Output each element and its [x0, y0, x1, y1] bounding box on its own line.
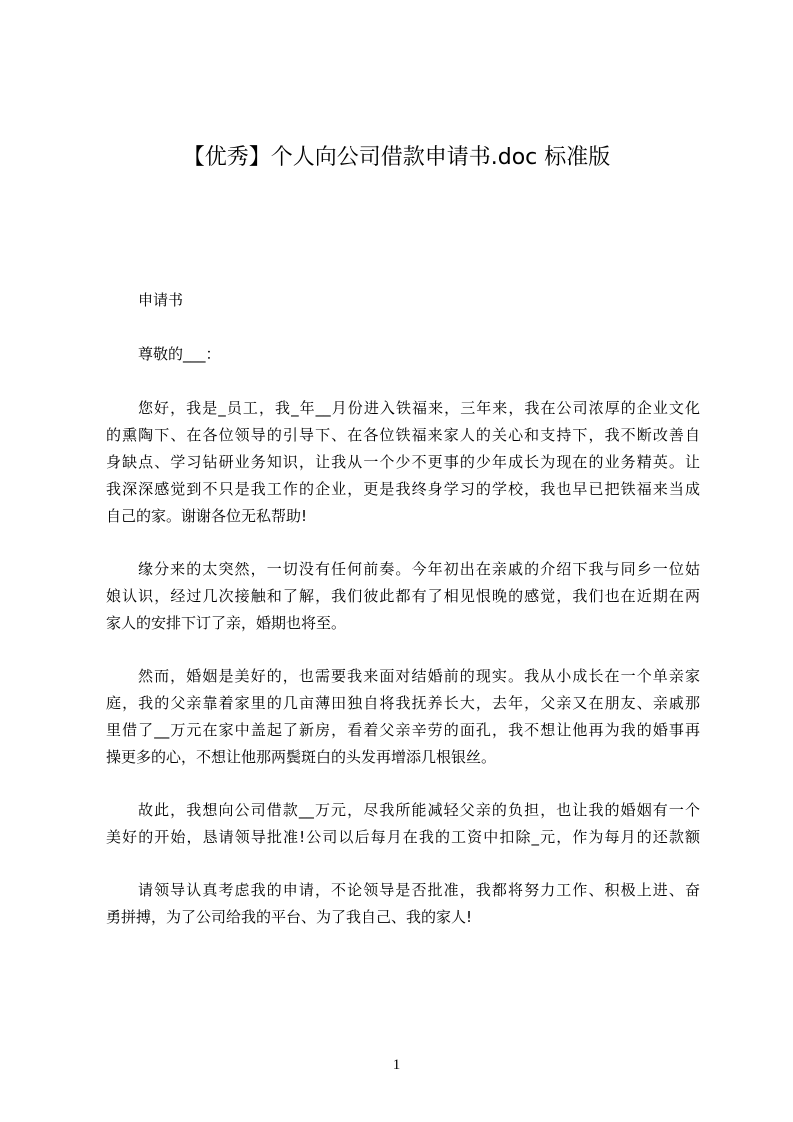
paragraph-1-line-2: 的熏陶下、在各位领导的引导下、在各位铁福来家人的关心和支持下，我不断改善自 [106, 426, 700, 444]
paragraph-1-line-3: 身缺点、学习钻研业务知识，让我从一个少不更事的少年成长为现在的业务精英。让 [106, 453, 700, 471]
page-number: 1 [392, 1057, 401, 1073]
document-title: 【优秀】个人向公司借款申请书.doc 标准版 [182, 145, 611, 170]
paragraph-1-line-1: 您好，我是_员工，我_年__月份进入铁福来，三年来，我在公司浓厚的企业文化 [138, 399, 700, 417]
paragraph-4-line-1: 故此，我想向公司借款__万元，尽我所能减轻父亲的负担，也让我的婚姻有一个 [138, 801, 700, 819]
paragraph-5-line-2: 勇拼搏，为了公司给我的平台、为了我自己、我的家人! [106, 908, 473, 926]
paragraph-2-line-2: 娘认识，经过几次接触和了解，我们彼此都有了相见恨晚的感觉，我们也在近期在两 [106, 587, 700, 605]
salutation: 尊敬的___： [138, 345, 221, 363]
paragraph-3-line-2: 庭，我的父亲靠着家里的几亩薄田独自将我抚养长大，去年，父亲又在朋友、亲戚那 [106, 694, 700, 712]
paragraph-3-line-4: 操更多的心，不想让他那两鬓斑白的头发再增添几根银丝。 [106, 748, 497, 766]
paragraph-1-line-5: 自己的家。谢谢各位无私帮助! [106, 507, 308, 525]
letter-heading: 申请书 [138, 291, 184, 309]
paragraph-2-line-1: 缘分来的太突然，一切没有任何前奏。今年初出在亲戚的介绍下我与同乡一位姑 [138, 560, 700, 578]
paragraph-4-line-2: 美好的开始，恳请领导批准!公司以后每月在我的工资中扣除_元，作为每月的还款额 [106, 828, 700, 846]
paragraph-3-line-3: 里借了__万元在家中盖起了新房，看着父亲辛劳的面孔，我不想让他再为我的婚事再 [106, 721, 700, 739]
paragraph-2-line-3: 家人的安排下订了亲，婚期也将至。 [106, 614, 347, 632]
paragraph-5-line-1: 请领导认真考虑我的申请，不论领导是否批准，我都将努力工作、积极上进、奋 [138, 881, 700, 899]
paragraph-1-line-4: 我深深感觉到不只是我工作的企业，更是我终身学习的学校，我也早已把铁福来当成 [106, 480, 700, 498]
paragraph-3-line-1: 然而，婚姻是美好的，也需要我来面对结婚前的现实。我从小成长在一个单亲家 [138, 667, 700, 685]
